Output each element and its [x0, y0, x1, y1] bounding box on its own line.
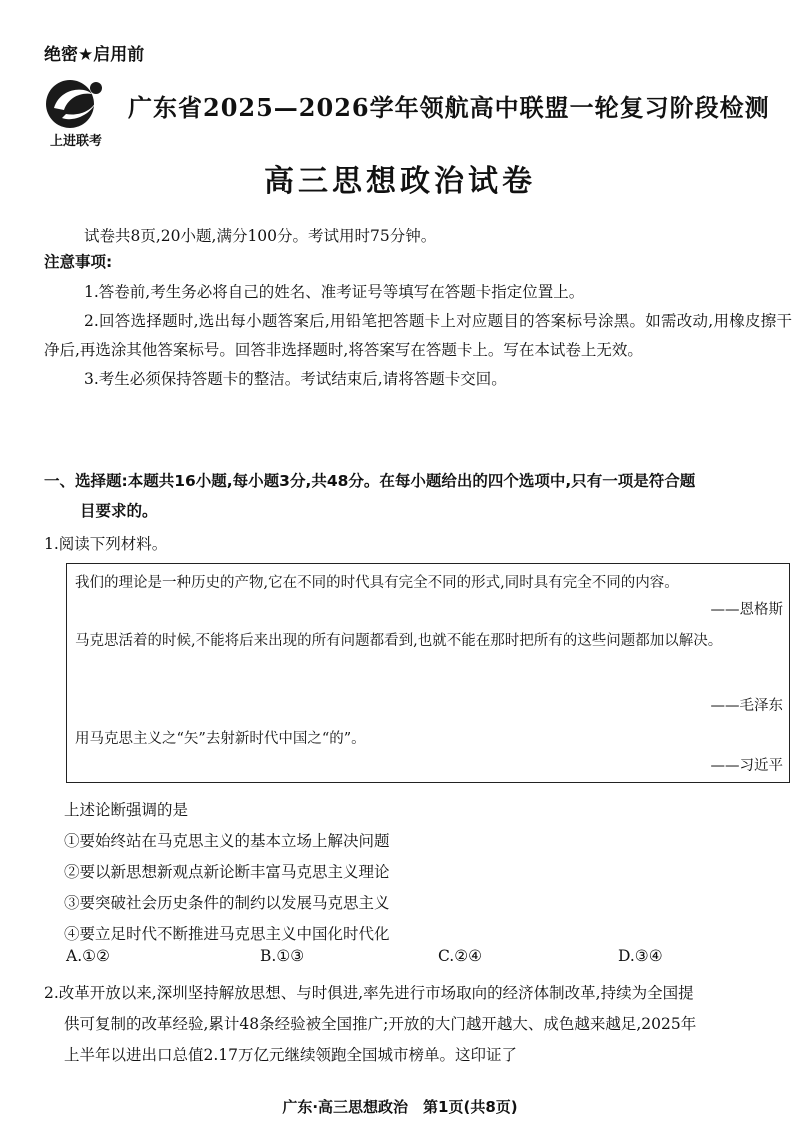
paper-title: 高三思想政治试卷	[264, 164, 536, 199]
quote-text: 我们的理论是一种历史的产物,它在不同的时代具有完全不同的形式,同时具有完全不同的内容。	[75, 575, 679, 591]
exam-logo	[40, 78, 112, 148]
question-1-stem	[64, 795, 390, 950]
section-heading-line: 目要求的。	[80, 502, 158, 520]
stem-text: 上述论断强调的是	[64, 801, 189, 819]
logo-emblem-icon	[40, 78, 112, 130]
material-box	[66, 563, 790, 783]
question-1-prompt: 1.阅读下列材料。	[44, 535, 168, 553]
exam-info: 试卷共8页,20小题,满分100分。考试用时75分钟。	[84, 227, 437, 245]
choice-a[interactable]: A.①②	[66, 947, 110, 965]
question-1-choices	[66, 947, 766, 977]
question-2	[44, 978, 794, 1071]
section-heading-line: 一、选择题:本题共16小题,每小题3分,共48分。在每小题给出的四个选项中,只有一项是符合题	[44, 472, 696, 490]
notice-list	[44, 278, 792, 394]
choice-b[interactable]: B.①③	[260, 947, 305, 965]
question-2-line: 2.改革开放以来,深圳坚持解放思想、与时俱进,率先进行市场取向的经济体制改革,持续为全国提	[44, 984, 694, 1002]
exam-title: 广东省2025—2026学年领航高中联盟一轮复习阶段检测	[128, 93, 770, 122]
choice-d[interactable]: D.③④	[618, 947, 663, 965]
page-footer: 广东·高三思想政治 第1页(共8页)	[282, 1098, 518, 1116]
notice-item: 3.考生必须保持答题卡的整洁。考试结束后,请将答题卡交回。	[84, 370, 507, 388]
question-2-line: 供可复制的改革经验,累计48条经验被全国推广;开放的大门越开越大、成色越来越足,2025年	[64, 1015, 697, 1033]
quote-text: 用马克思主义之“矢”去射新时代中国之“的”。	[75, 731, 366, 747]
logo-text: 上进联考	[49, 134, 102, 149]
quote-author: ——习近平	[710, 758, 783, 774]
statement: ④要立足时代不断推进马克思主义中国化时代化	[64, 925, 390, 943]
confidential-label: 绝密★启用前	[44, 45, 145, 65]
section-heading	[44, 466, 796, 526]
quote-author: ——毛泽东	[710, 698, 783, 714]
notice-item: 2.回答选择题时,选出每小题答案后,用铅笔把答题卡上对应题目的答案标号涂黑。如需改动,用橡皮擦干净后,再选涂其他答案标号。回答非选择题时,将答案写在答题卡上。写在本试卷上无效。	[44, 312, 792, 359]
statement: ③要突破社会历史条件的制约以发展马克思主义	[64, 894, 390, 912]
quote-author: ——恩格斯	[710, 602, 783, 618]
choice-c[interactable]: C.②④	[438, 947, 483, 965]
quote-text: 马克思活着的时候,不能将后来出现的所有问题都看到,也就不能在那时把所有的这些问题都加以解决。	[75, 633, 723, 649]
notice-item: 1.答卷前,考生务必将自己的姓名、准考证号等填写在答题卡指定位置上。	[84, 283, 585, 301]
statement: ①要始终站在马克思主义的基本立场上解决问题	[64, 832, 390, 850]
statement: ②要以新思想新观点新论断丰富马克思主义理论	[64, 863, 390, 881]
notice-heading: 注意事项:	[44, 253, 113, 271]
question-2-line: 上半年以进出口总值2.17万亿元继续领跑全国城市榜单。这印证了	[64, 1046, 518, 1064]
